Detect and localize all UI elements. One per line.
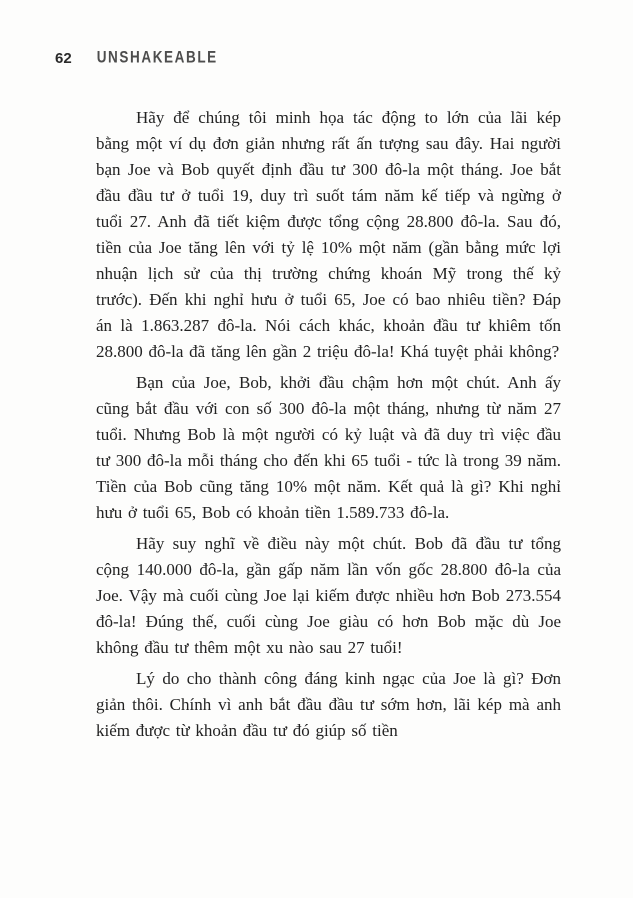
body-text — [96, 105, 561, 744]
running-head — [55, 47, 562, 67]
book-title: UNSHAKEABLE — [96, 47, 218, 66]
paragraph-comparison: Hãy suy nghĩ về điều này một chút. Bob đã đầu tư tổng cộng 140.000 đô-la, gần gấp năm lần vốn gốc 28.800 đô-la của Joe. Vậy mà cuối cùng Joe lại kiếm được nhiều hơn Bob 273.554 đô-la! Đúng thế, cuối cùng Joe giàu có hơn Bob mặc dù Joe không đầu tư thêm một xu nào sau 27 tuổi! — [96, 534, 561, 657]
paragraph-compound-interest-example: Hãy để chúng tôi minh họa tác động to lớn của lãi kép bằng một ví dụ đơn giản nhưng rất ấn tượng sau đây. Hai người bạn Joe và Bob quyết định đầu tư 300 đô-la một tháng. Joe bắt đầu đầu tư ở tuổi 19, duy trì suốt tám năm kế tiếp và ngừng ở tuổi 27. Anh đã tiết kiệm được tổng cộng 28.800 đô-la. Sau đó, tiền của Joe tăng lên với tỷ lệ 10% một năm (gần bằng mức lợi nhuận lịch sử của thị trường chứng khoán Mỹ trong thế kỷ trước). Đến khi nghỉ hưu ở tuổi 65, Joe có bao nhiêu tiền? Đáp án là 1.863.287 đô-la. Nói cách khác, khoản đầu tư khiêm tốn 28.800 đô-la đã tăng lên gần 2 triệu đô-la! Khá tuyệt phải không? — [96, 108, 561, 361]
paragraph-bob-story: Bạn của Joe, Bob, khởi đầu chậm hơn một chút. Anh ấy cũng bắt đầu với con số 300 đô-la một tháng, nhưng từ năm 27 tuổi. Nhưng Bob là một người có kỷ luật và đã duy trì việc đầu tư 300 đô-la mỗi tháng cho đến khi 65 tuổi - tức là trong 39 năm. Tiền của Bob cũng tăng 10% một năm. Kết quả là gì? Khi nghỉ hưu ở tuổi 65, Bob có khoản tiền 1.589.733 đô-la. — [96, 373, 561, 522]
paragraph-joe-success-reason: Lý do cho thành công đáng kinh ngạc của Joe là gì? Đơn giản thôi. Chính vì anh bắt đầu đầu tư sớm hơn, lãi kép mà anh kiếm được từ khoản đầu tư đó giúp số tiền — [96, 669, 561, 740]
page-number: 62 — [55, 50, 72, 67]
